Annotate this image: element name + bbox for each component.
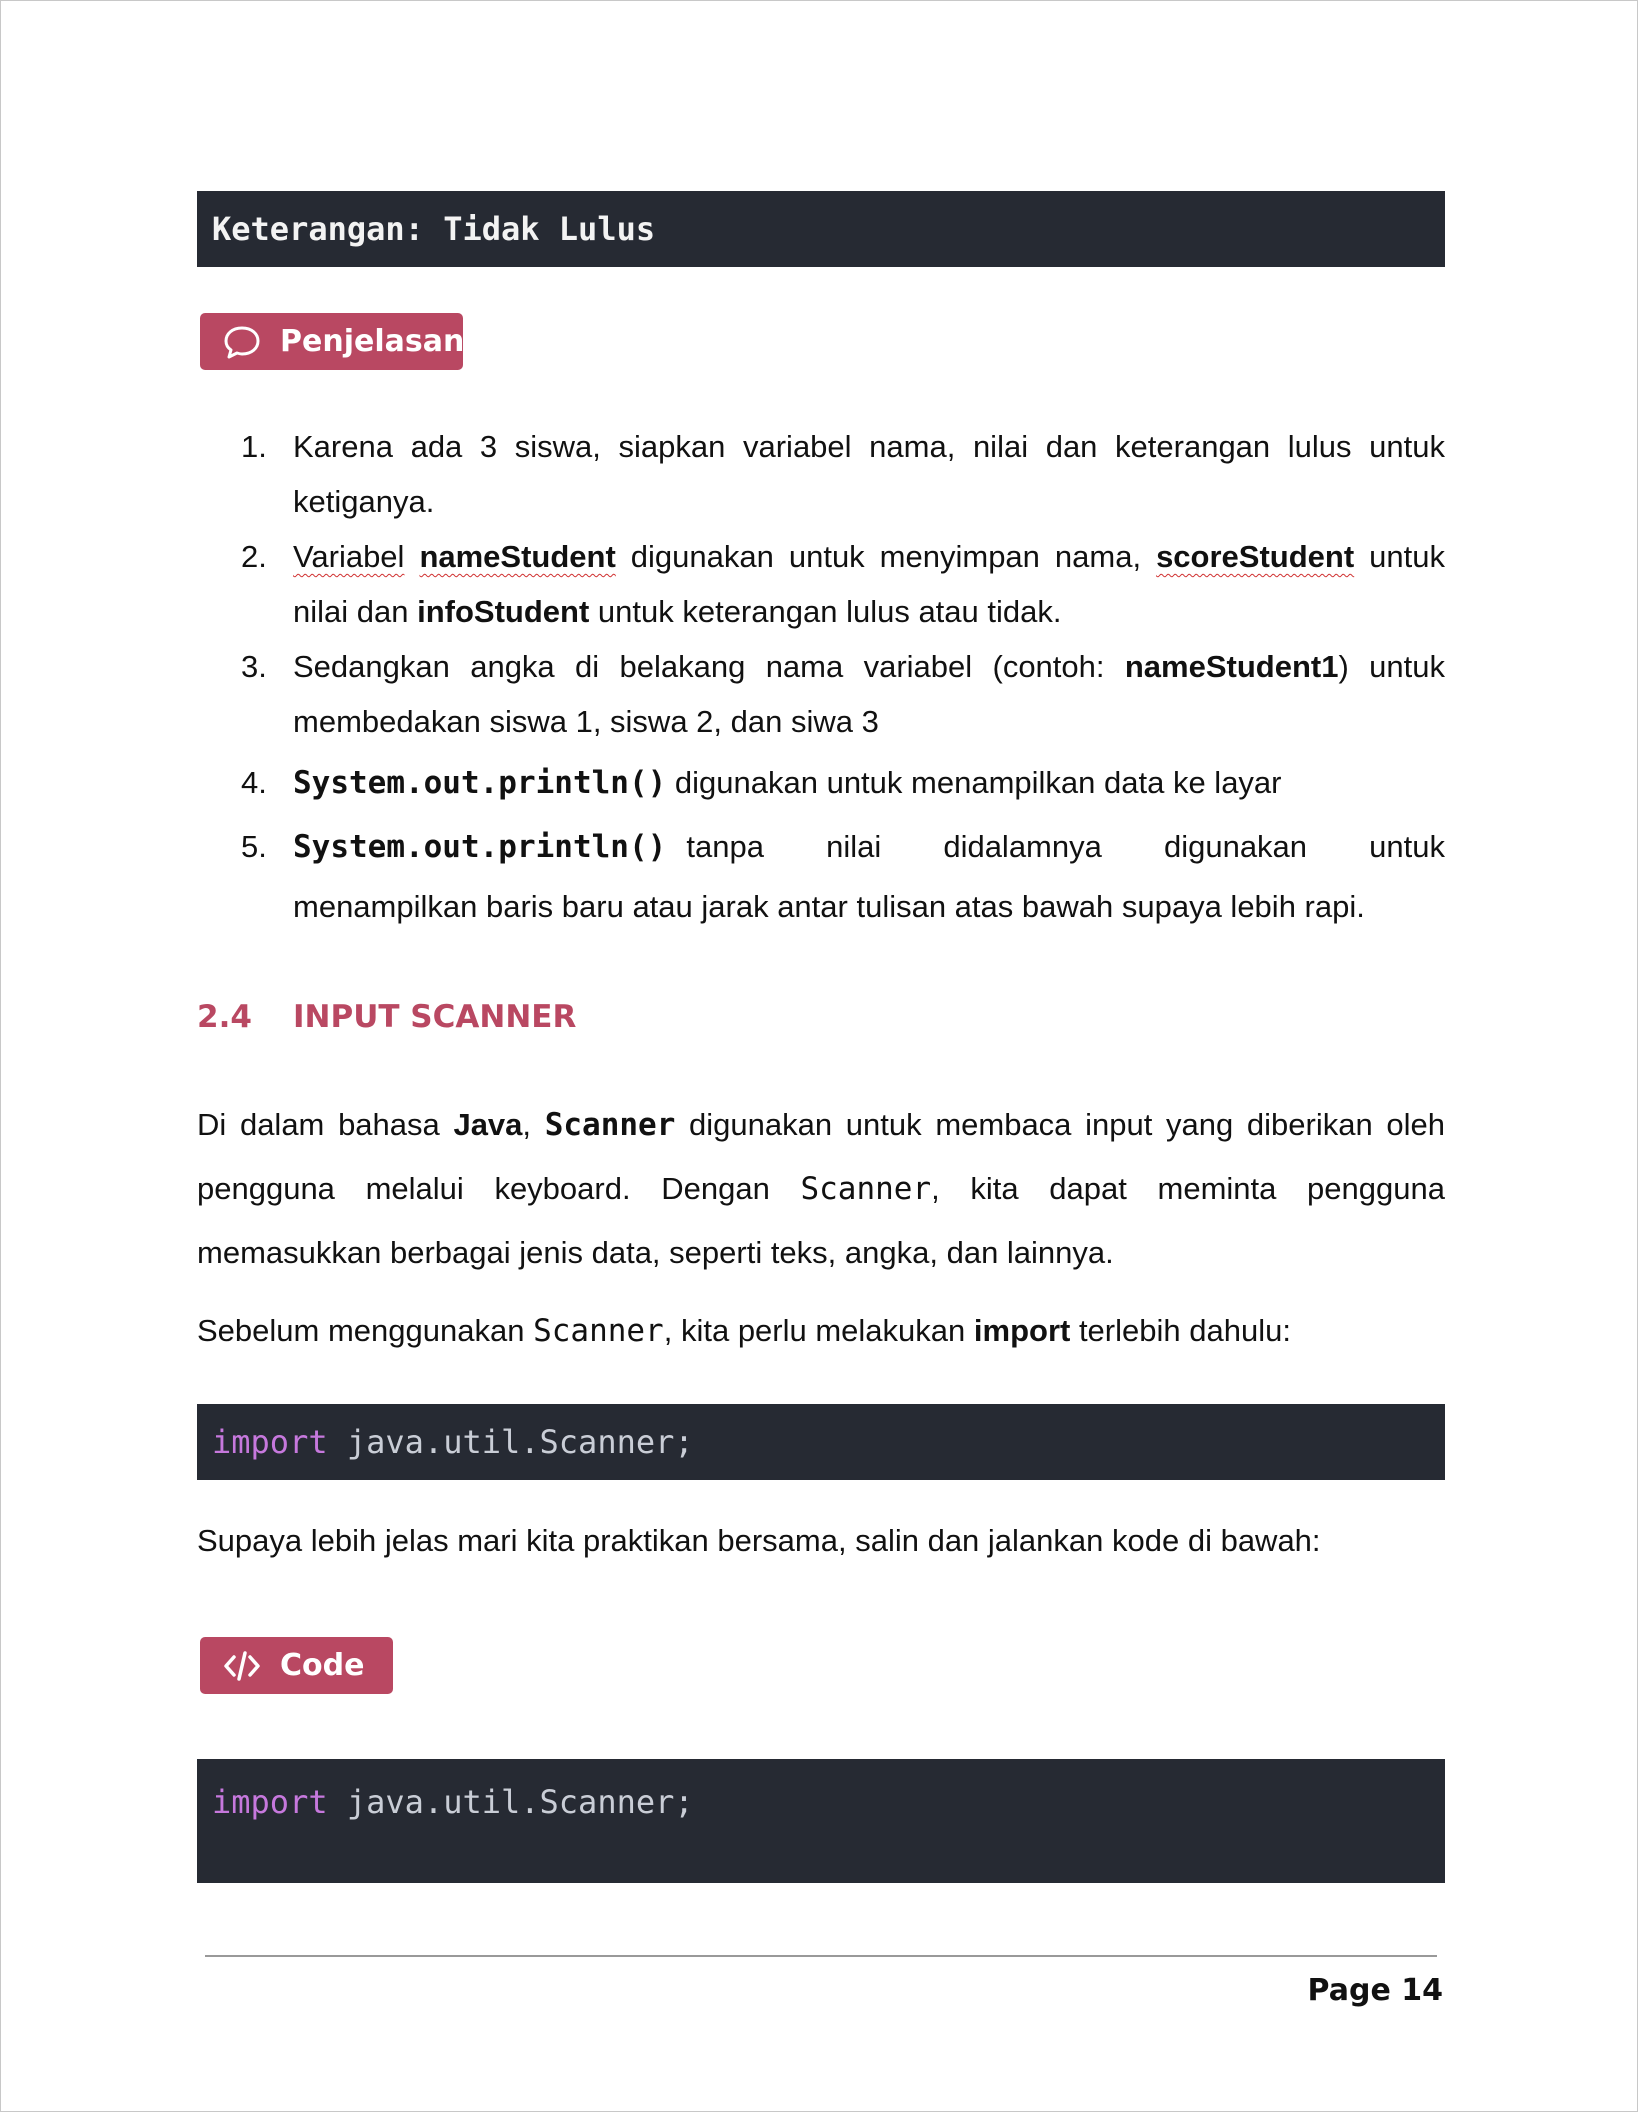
code-text: java.util.Scanner;	[327, 1423, 694, 1461]
paragraph: Di dalam bahasa Java, Scanner digunakan untuk membaca input yang diberikan oleh pengguna melalui keyboard. Dengan Scanner, kita dapat meminta pengguna memasukkan berbagai jenis data, seperti teks, angka, dan lainnya.	[197, 1107, 1445, 1270]
code-block	[197, 1404, 1445, 1480]
inline-code: Scanner	[533, 1313, 664, 1349]
list-item: 3. Sedangkan angka di belakang nama variabel (contoh: nameStudent1) untuk membedakan siswa 1, siswa 2, dan siwa 3	[241, 649, 1445, 739]
explanation-tag-label: Penjelasan	[280, 324, 465, 359]
output-text: Keterangan: Tidak Lulus	[212, 210, 656, 248]
code-keyword: import	[212, 1423, 328, 1461]
footer-divider	[205, 1955, 1437, 1957]
explanation-list	[241, 419, 1445, 937]
list-item: 5. System.out.println() tanpa nilai didalamnya digunakan untuk menampilkan baris baru atau jarak antar tulisan atas bawah supaya lebih rapi.	[241, 829, 1445, 924]
code-text: java.util.Scanner;	[327, 1783, 694, 1821]
explanation-tag	[200, 313, 463, 370]
code-term: nameStudent	[419, 539, 616, 574]
list-item: 2. Variabel nameStudent digunakan untuk menyimpan nama, scoreStudent untuk nilai dan infoStudent untuk keterangan lulus atau tidak.	[241, 539, 1445, 629]
list-item: 4. System.out.println() digunakan untuk menampilkan data ke layar	[241, 765, 1282, 801]
code-term: nameStudent1	[1124, 649, 1339, 684]
list-item: 1. Karena ada 3 siswa, siapkan variabel nama, nilai dan keterangan lulus untuk ketiganya.	[241, 429, 1445, 519]
inline-code: System.out.println()	[293, 829, 667, 865]
code-brackets-icon	[222, 1646, 262, 1686]
code-term: infoStudent	[417, 594, 590, 629]
code-term: scoreStudent	[1156, 539, 1355, 574]
paragraph: Sebelum menggunakan Scanner, kita perlu melakukan import terlebih dahulu:	[197, 1313, 1291, 1349]
code-tag-label: Code	[280, 1648, 365, 1683]
section-number: 2.4	[197, 999, 252, 1035]
section-title: INPUT SCANNER	[293, 999, 577, 1035]
inline-code: Scanner	[800, 1171, 932, 1207]
spellcheck-word: Variabel	[293, 539, 405, 574]
code-block	[197, 1759, 1445, 1883]
output-block	[197, 191, 1445, 267]
inline-code: System.out.println()	[293, 765, 667, 801]
inline-code: Scanner	[544, 1107, 676, 1143]
section-heading	[197, 999, 576, 1035]
code-tag	[200, 1637, 393, 1694]
page-number: Page 14	[1307, 1973, 1443, 2008]
paragraph: Supaya lebih jelas mari kita praktikan bersama, salin dan jalankan kode di bawah:	[197, 1523, 1321, 1558]
code-keyword: import	[212, 1783, 328, 1821]
speech-bubble-icon	[222, 322, 262, 362]
